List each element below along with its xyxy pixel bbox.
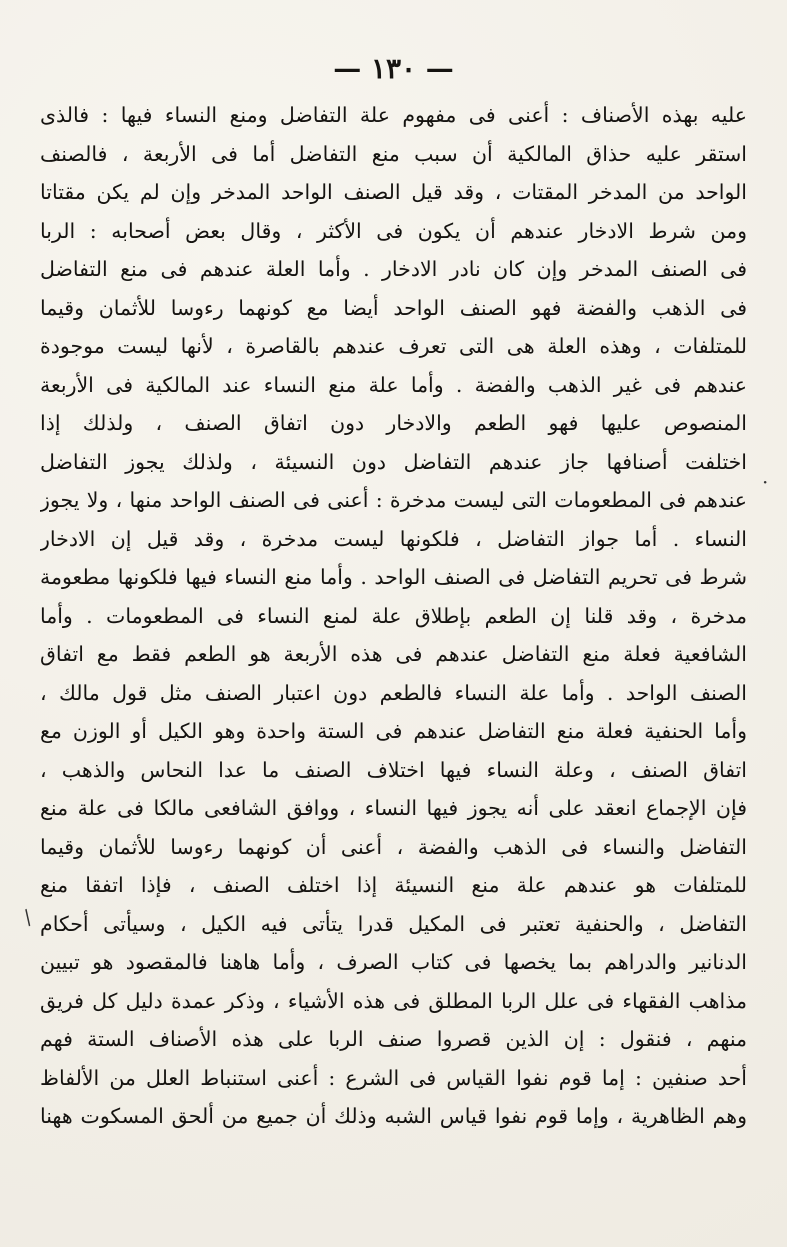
text-line: للمتلفات هو عندهم علة منع النسيئة إذا اختلف الصنف ، فإذا اتفقا منع (40, 873, 747, 897)
text-line: ومن شرط الادخار عندهم أن يكون فى الأكثر ، وقال بعض أصحابه : الربا (40, 218, 747, 243)
body-text (40, 96, 747, 1136)
text-line: استقر عليه حذاق المالكية أن سبب منع التفاضل أما فى الأربعة ، فالصنف (40, 141, 747, 166)
text-line: مذاهب الفقهاء فى علل الربا المطلق فى هذه الأشياء ، وذكر عمدة دليل كل فريق (40, 988, 747, 1013)
text-line: أحد صنفين : إما قوم نفوا القياس فى الشرع : أعنى استنباط العلل من الألفاظ (40, 1065, 747, 1090)
text-line: وأما الحنفية فعلة منع التفاضل عندهم فى الستة واحدة وهو الكيل أو الوزن مع (40, 719, 747, 743)
text-line: عليه بهذه الأصناف : أعنى فى مفهوم علة التفاضل ومنع النساء فيها : فالذى (40, 103, 747, 127)
text-line: فى الصنف المدخر وإن كان نادر الادخار . وأما العلة عندهم فى منع التفاضل (40, 257, 747, 281)
text-line: الشافعية فعلة منع التفاضل عندهم فى هذه الأربعة هو الطعم فقط مع اتفاق (40, 642, 747, 666)
text-line: الواحد من المدخر المقتات ، وقد قيل الصنف الواحد المدخر وإن لم يكن مقتاتا (40, 180, 747, 204)
text-line: عندهم فى غير الذهب والفضة . وأما علة منع النساء عند المالكية فى الأربعة (40, 372, 747, 397)
text-line: وهم الظاهرية ، وإما قوم نفوا قياس الشبه وذلك أن جميع من ألحق المسكوت ههنا (40, 1104, 747, 1128)
text-line: التفاضل ، والحنفية تعتبر فى المكيل قدرا يتأتى فيه الكيل ، وسيأتى أحكام (40, 911, 747, 936)
text-line: المنصوص عليها فهو الطعم والادخار دون اتفاق الصنف ، ولذلك إذا (40, 411, 747, 435)
text-line: الدنانير والدراهم بما يخصها فى كتاب الصرف ، وأما هاهنا فالمقصود هو تبيين (40, 950, 747, 974)
margin-tick-mark: · (762, 470, 769, 494)
text-line: النساء . أما جواز التفاضل ، فلكونها ليست مدخرة ، وقد قيل إن الادخار (40, 526, 747, 551)
text-line: منهم ، فنقول : إن الذين قصروا صنف الربا على هذه الأصناف الستة فهم (40, 1027, 747, 1051)
text-line: الصنف الواحد . وأما علة النساء فالطعم دون اعتبار الصنف مثل قول مالك ، (40, 680, 747, 705)
text-line: للمتلفات ، وهذه العلة هى التى تعرف عندهم بالقاصرة ، لأنها ليست موجودة (40, 334, 747, 358)
text-line: فإن الإجماع انعقد على أنه يجوز فيها النساء ، ووافق الشافعى مالكا فى علة منع (40, 796, 747, 820)
text-line: اختلفت أصنافها جاز عندهم التفاضل دون النسيئة ، ولذلك يجوز التفاضل (40, 449, 747, 474)
page-number: — ١٣٠ — (333, 52, 454, 85)
margin-pencil-mark: / (18, 904, 37, 930)
text-line: التفاضل والنساء فى الذهب والفضة ، أعنى أن كونهما رءوسا للأثمان وقيما (40, 834, 747, 859)
text-line: اتفاق الصنف ، وعلة النساء فيها اختلاف الصنف ما عدا النحاس والذهب ، (40, 757, 747, 782)
text-line: مدخرة ، وقد قلنا إن الطعم بإطلاق علة لمنع النساء فى المطعومات . وأما (40, 603, 747, 628)
text-line: عندهم فى المطعومات التى ليست مدخرة : أعنى فى الصنف الواحد منها ، ولا يجوز (40, 488, 747, 512)
text-line: شرط فى تحريم التفاضل فى الصنف الواحد . وأما منع النساء فيها فلكونها مطعومة (40, 565, 747, 589)
text-line: فى الذهب والفضة فهو الصنف الواحد أيضا مع كونهما رءوسا للأثمان وقيما (40, 295, 747, 320)
